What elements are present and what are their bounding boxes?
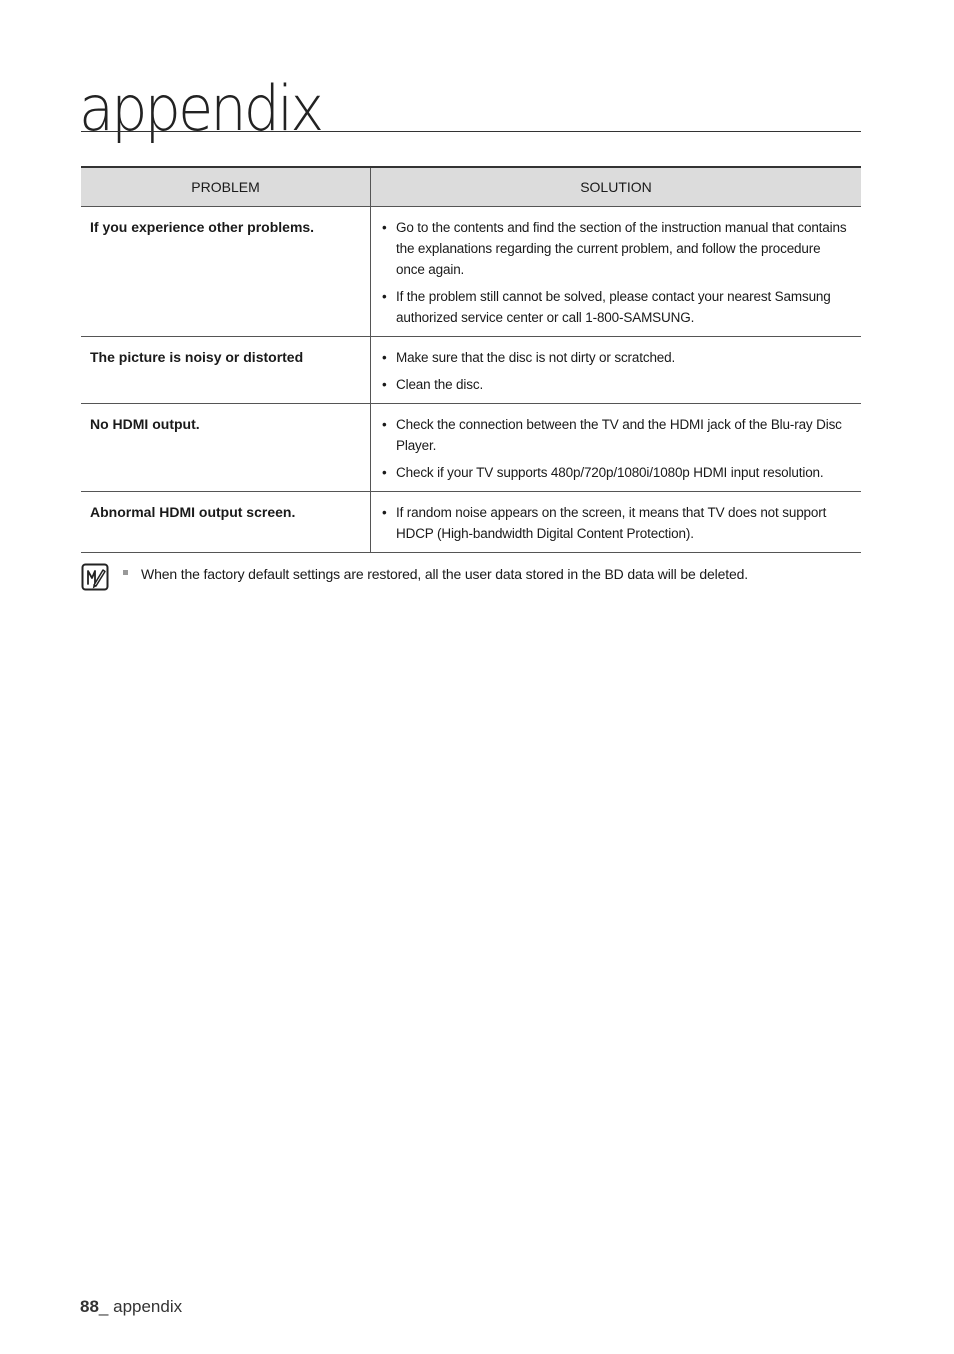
solution-item: • Make sure that the disc is not dirty or scratched. <box>381 347 851 368</box>
solution-item: • If random noise appears on the screen, it means that TV does not support HDCP (High-bandwidth Digital Content Protection). <box>381 502 851 544</box>
problem-column-header: PROBLEM <box>81 167 371 207</box>
solution-list <box>381 414 851 483</box>
page-footer <box>80 1296 182 1318</box>
solution-item: • Check if your TV supports 480p/720p/1080i/1080p HDMI input resolution. <box>381 462 851 483</box>
solution-item: • Check the connection between the TV and the HDMI jack of the Blu-ray Disc Player. <box>381 414 851 456</box>
solution-cell <box>371 337 862 404</box>
solution-cell <box>371 492 862 553</box>
problem-cell: No HDMI output. <box>81 404 371 492</box>
page-title: appendix <box>79 72 322 145</box>
problem-cell: The picture is noisy or distorted <box>81 337 371 404</box>
footer-section: appendix <box>113 1297 183 1316</box>
solution-cell <box>371 207 862 337</box>
note-text: When the factory default settings are restored, all the user data stored in the BD data will be deleted. <box>141 566 748 582</box>
table-row <box>81 492 861 553</box>
problem-cell: Abnormal HDMI output screen. <box>81 492 371 553</box>
troubleshooting-table <box>81 166 861 553</box>
solution-column-header: SOLUTION <box>371 167 862 207</box>
table-row <box>81 207 861 337</box>
solution-list <box>381 502 851 544</box>
solution-item: • If the problem still cannot be solved, please contact your nearest Samsung authorized service center or call 1-800-SAMSUNG. <box>381 286 851 328</box>
table-row <box>81 337 861 404</box>
table-row <box>81 404 861 492</box>
solution-item: • Clean the disc. <box>381 374 851 395</box>
problem-cell: If you experience other problems. <box>81 207 371 337</box>
solution-list <box>381 347 851 395</box>
note-pencil-icon <box>81 563 109 591</box>
solution-list <box>381 217 851 328</box>
title-rule <box>81 131 861 132</box>
solution-item: • Go to the contents and find the section of the instruction manual that contains the explanations regarding the current problem, and follow the procedure once again. <box>381 217 851 280</box>
table-header-row <box>81 167 861 207</box>
footer-separator: _ <box>98 1297 114 1316</box>
solution-cell <box>371 404 862 492</box>
page-number: 88 <box>80 1297 99 1316</box>
note-bullet <box>123 570 128 575</box>
note <box>81 563 861 593</box>
